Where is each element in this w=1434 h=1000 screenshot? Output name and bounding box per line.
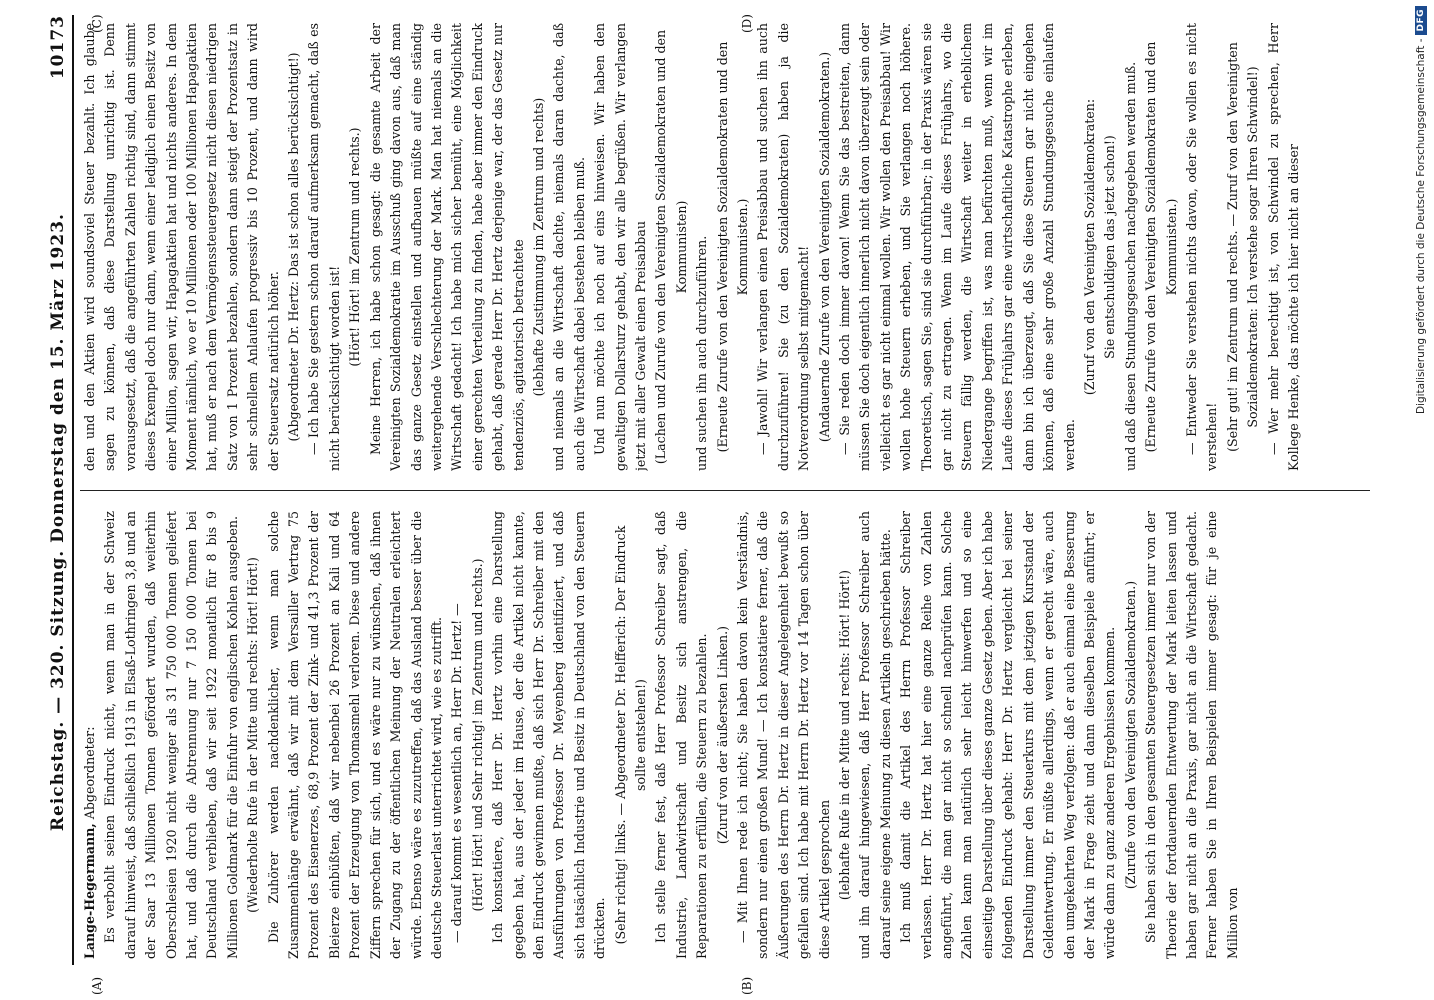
interjection: (Hört! Hört! im Zentrum und rechts.) [347,127,363,367]
paragraph: — darauf kommt es wesentlich an, Herr Dr. Hertz! — [449,603,465,943]
interjection: (Hört! Hört! und Sehr richtig! im Zentrum und rechts.) [469,558,485,912]
paragraph: Sie haben sich in den gesamten Steuergesetzen immer nur von der Theorie der fortdauernden Entwertung der Mark leiten lassen und haben gar nicht an die Praxis, gar nicht an die Wirtschaft gedacht. Ferner haben Sie in Ihren Beispielen immer gesagt: für je eine Million von [1143,511,1240,959]
page-number: 10173 [48,15,68,80]
paragraph: — Mit Ihnen rede ich nicht; Sie haben davon kein Verständnis, sondern nur einen großen Mund! — Ich konstatiere ferner, daß die Äußerungen des Herrn Dr. Hertz in dieser Angelegenheit bewußt so gefallen sind. Ich habe mit Herrn Dr. Hertz vor 14 Tagen schon über diese Artikel gesprochen [735,511,832,959]
speaker-line [80,511,100,959]
left-text-column [80,511,1370,959]
paragraph: — Entweder Sie verstehen nichts davon, oder Sie wollen es nicht verstehen! [1183,23,1220,471]
page-header [40,15,68,965]
interjection: (Zuruf von den Vereinigten Sozialdemokraten: [1081,98,1097,396]
paragraph: — Sie reden doch immer davon! Wenn Sie das bestreiten, dann müssen Sie doch eigentlich innerlich nicht davon überzeugt sein oder vielleicht es gar nicht einmal wollen. Wir wollen den Preisabbau! Wir wollen hohe Steuern erheben, und Sie verlangen noch höhere. Theoretisch, sagen Sie, sind sie durchführbar; in der Praxis wären sie gar nicht zu ertragen. Wenn im Laufe dieses Frühjahrs, wo die Steuern fällig werden, die Wirtschaft weiter in erheblichem Niedergange begriffen ist, was man befürchten muß, wenn wir im Laufe dieses Frühjahrs gar eine wirtschaftliche Katastrophe erleben, dann bin ich überzeugt, daß Sie diese Steuern gar nicht eingehen können, daß eine sehr große Anzahl Stundungsgesuche einlaufen werden. [837,23,1077,471]
paragraph: Ich konstatiere, daß Herr Dr. Hertz vorhin eine Darstellung gegeben hat, aus der jeder im Hause, der die Artikel nicht kannte, den Eindruck gewinnen mußte, daß sich Herr Dr. Schreiber mit den Ausführungen von Professor Dr. Meyenberg identifiziert, und daß sich tatsächlich Industrie und Besitz in Deutschland von den Steuern drückten. [490,511,608,959]
speaker-name: Lange-Hegermann, [82,823,97,959]
paragraph: — Ich habe Sie gestern schon darauf aufmerksam gemacht, daß es nicht berücksichtigt worden ist! [306,23,342,471]
margin-marker-a: (A) [90,976,104,995]
interjection: (Lachen und Zurufe von den Vereinigten Sozialdemokraten und den Kommunisten) [653,29,689,465]
paragraph: und ihn darauf hingewiesen, daß Herr Professor Schreiber auch darauf seine eigene Meinung zu diesen Artikeln geschrieben hätte. [857,511,893,959]
interjection: Sie entschuldigen das jetzt schon!) [1102,135,1118,359]
speaker-role: Abgeordneter: [82,726,97,824]
dfg-logo: DFG [1415,6,1427,35]
paragraph: — Jawohl! Wir verlangen einen Preisabbau und suchen ihn auch durchzuführen! Sie (zu den Sozialdemokraten) haben ja die Notverordnung selbst mitgemacht! [755,23,812,471]
paragraph: Es verbohlt seinen Eindruck nicht, wenn man in der Schweiz darauf hinweist, daß schließlich 1913 in Elsaß-Lothringen 3,8 und an der Saar 13 Millionen Tonnen gefördert wurden, daß weiterhin Oberschlesien 1920 nicht weniger als 31 750 000 Tonnen geliefert hat, und daß durch die Abtrennung nur 7 150 000 Tonnen bei Deutschland verblieben, daß wir seit 1922 monatlich für 8 bis 9 Millionen Goldmark für die Einfuhr von englischen Kohlen ausgeben. [102,511,240,959]
interjection: (lebhafte Zustimmung im Zentrum und rechts) [530,97,546,397]
interjection: (lebhafte Rufe in der Mitte und rechts: Hört! Hört!) [837,569,853,901]
paragraph: Die Zuhörer werden nachdenklicher, wenn man solche Zusammenhänge erwähnt, daß wir mit dem Versailler Vertrag 75 Prozent des Eisenerzes, 68,9 Prozent der Zink- und 41,3 Prozent der Bleierze einbüßten, daß wir nebenbei 26 Prozent an Kali und 64 Prozent der Erzeugung von Thomasmehl verloren. Diese und andere Ziffern sprechen für sich, und es wäre nur zu wünschen, daß ihnen der Zugang zu der öffentlichen Meinung der Neutralen erleichtert würde. Ebenso wäre es zuzutreffen, daß das Ausland besser über die deutsche Steuerlast unterrichtet wird, wie es zutrifft. [265,511,444,959]
paragraph: Ich stelle ferner fest, daß Herr Professor Schreiber sagt, daß Industrie, Landwirtschaft und Besitz sich anstrengen, die Reparationen zu erfüllen, die Steuern zu bezahlen. [653,511,710,959]
paragraph: und niemals an die Wirtschaft dachte, niemals daran dachte, daß auch die Wirtschaft dabei bestehen bleiben muß. [551,23,587,471]
interjection: (Sehr gut! im Zentrum und rechts. — Zuruf von den Vereinigten Sozialdemokraten: Ich verstehe sogar Ihren Schwindel!) [1224,42,1261,452]
paragraph: den und den Aktien wird soundsoviel Steuer bezahlt. Ich glaube sagen zu können, daß diese Darstellung unrichtig ist. Denn vorausgesetzt, daß die angeführten Zahlen richtig sind, dann stimmt dieses Exempel doch nur dann, wenn einer lediglich einen Besitz von einer Million, sagen wir, Hapagaktien hat und nichts anderes. In dem Moment nämlich, wo er 10 Millionen oder 100 Millionen Hapagaktien hat, muß er nach dem Vermögenssteuergesetz nicht diesen niedrigen Satz von 1 Prozent bezahlen, sondern dann steigt der Prozentsatz in sehr schnellem Anlaufen progressiv bis 10 Prozent, und dann wird der Steuersatz natürlich höher. [82,23,281,471]
paragraph: Und nun möchte ich noch auf eins hinweisen. Wir haben den gewaltigen Dollarsturz gehabt, den wir alle begrüßen. Wir verlangen jetzt mit aller Gewalt einen Preisabbau [592,23,648,471]
right-text-column [80,23,1370,471]
column-divider [80,490,1370,491]
margin-marker-b: (B) [740,976,754,995]
header-rule [72,15,74,965]
interjection: (Zurufe von den Vereinigten Sozialdemokraten.) [1122,580,1138,890]
page-title: Reichstag. — 320. Sitzung. Donnerstag den 15. März 1923. [48,213,68,832]
paragraph: — Wer mehr berechtigt ist, von Schwindel zu sprechen, Herr Kollege Henke, das möchte ich hier nicht an dieser [1265,23,1301,471]
interjection: (Erneute Zurufe von den Vereinigten Sozialdemokraten und den Kommunisten.) [714,41,750,453]
sidebar-credit-text: Digitalisierung gefördert durch die Deutsche Forschungsgemeinschaft - [1415,38,1427,415]
paragraph: Meine Herren, ich habe schon gesagt: die gesamte Arbeit der Vereinigten Sozialdemokratie im Ausschuß ging davon aus, daß man das ganze Gesetz einstellen und aufbauen müßte auf eine ständig weitergehende Verschlechterung der Mark. Man hat niemals an die Wirtschaft gedacht! Ich habe mich sicher bemüht, eine Möglichkeit einer gerechten Verteilung zu finden, habe aber immer den Eindruck gehabt, daß gerade Herr Dr. Hertz derjenige war, der das Gesetz nur tendenziös, agitatorisch betrachtete [367,23,526,471]
margin-marker-c: (C) [90,14,104,33]
interjection: (Erneute Zurufe von den Vereinigten Sozialdemokraten und den Kommunisten.) [1143,41,1179,453]
interjection: (Andauernde Zurufe von den Vereinigten Sozialdemokraten.) [816,51,832,443]
rotated-page [40,14,1380,995]
interjection: (Sehr richtig! links. — Abgeordneter Dr. Helfferich: Der Eindruck sollte entstehen!) [612,525,648,945]
interjection: (Wiederholte Rufe in der Mitte und rechts: Hört! Hört!) [245,557,261,913]
margin-marker-d: (D) [740,14,754,33]
interjection: (Zuruf von der äußersten Linken.) [714,625,730,845]
paragraph: und daß diesen Stundungsgesuchen nachgegeben werden muß. [1122,61,1138,471]
interjection: (Abgeordneter Dr. Hertz: Das ist schon alles berücksichtigt!) [286,52,302,442]
digitization-sidebar [1413,6,1429,994]
paragraph: Ich muß damit die Artikel des Herrn Professor Schreiber verlassen. Herr Dr. Hertz hat hier eine ganze Reihe von Zahlen angeführt, die man gar nicht so schnell nachprüfen kann. Solche Zahlen kann man natürlich sehr leicht hinwerfen und so eine einseitige Darstellung über dieses ganze Gesetz geben. Aber ich habe folgenden Eindruck gehabt: Herr Dr. Hertz vergleicht bei seiner Darstellung immer den Steuerkurs mit dem jetzigen Kursstand der Geldentwertung. Er müßte allerdings, wenn er gerecht wäre, auch den umgekehrten Weg verfolgen: daß er auch einmal eine Besserung der Mark in Frage zieht und dann dieselben Beispiele anführt; er würde dann zu ganz anderen Ergebnissen kommen. [898,511,1118,959]
paragraph: und suchen ihn auch durchzuführen. [694,235,710,471]
